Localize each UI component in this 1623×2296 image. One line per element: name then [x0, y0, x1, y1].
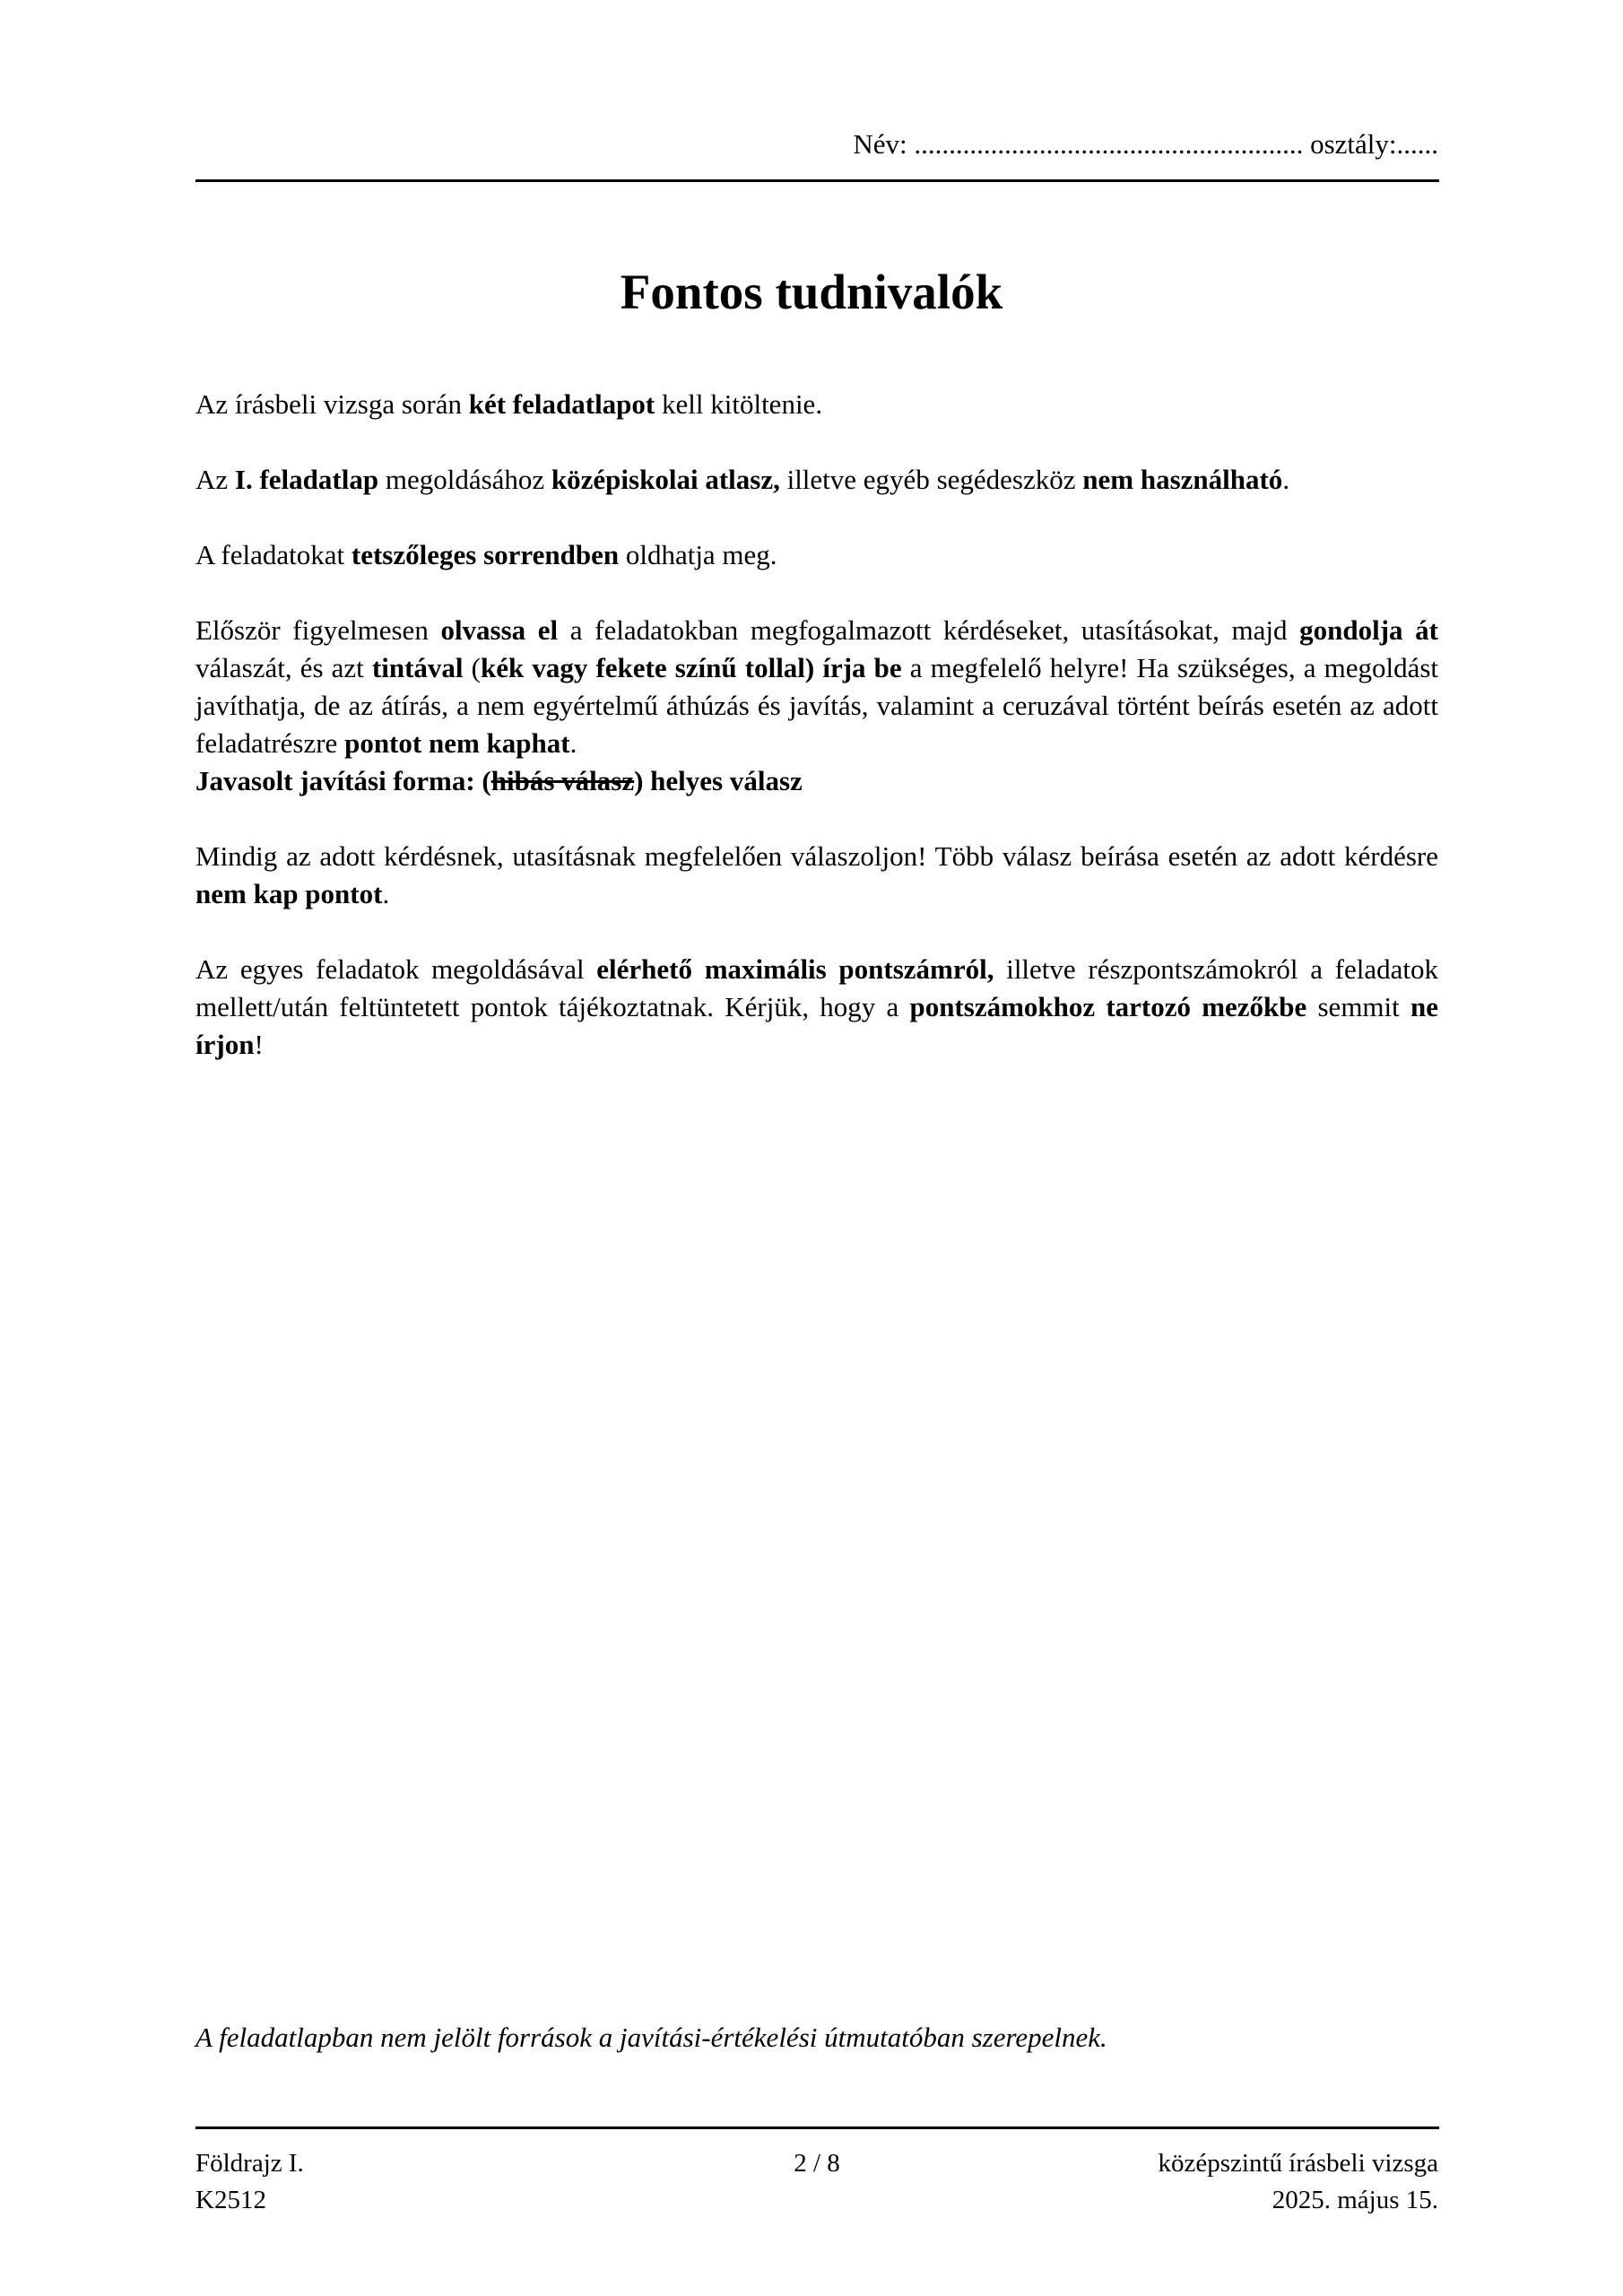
text-span: kell kitöltenie.	[655, 388, 823, 420]
paragraph-correction-form	[195, 762, 1438, 800]
paragraph-single-answer	[195, 838, 1438, 913]
text-span: Az egyes feladatok megoldásával	[195, 953, 597, 985]
text-span: oldhatja meg.	[619, 539, 777, 570]
exam-level: középszintű írásbeli vizsga	[1158, 2149, 1438, 2178]
footer-left	[195, 2145, 304, 2219]
text-span: A feladatokat	[195, 539, 352, 570]
bold-span: olvassa el	[440, 614, 559, 646]
text-span: a feladatokban megfogalmazott kérdéseket, utasításokat, majd	[558, 614, 1300, 646]
text-span: illetve egyéb segédeszköz	[779, 464, 1083, 495]
sources-note: A feladatlapban nem jelölt források a javítási-értékelési útmutatóban szerepelnek.	[195, 2022, 1107, 2053]
text-span: (	[463, 652, 481, 683]
exam-date: 2025. május 15.	[1271, 2186, 1438, 2214]
page-footer	[195, 2145, 1438, 2226]
bold-span: nem kap pontot	[195, 878, 383, 909]
bold-span: I. feladatlap	[234, 464, 379, 495]
paragraph-tools	[195, 461, 1438, 499]
bold-span: pontot nem kaphat	[344, 727, 570, 759]
paragraph-order	[195, 536, 1438, 574]
bold-span: Javasolt javítási forma: (	[195, 765, 491, 796]
strikethrough-span: hibás válasz	[490, 765, 635, 796]
bold-span: ne írjon	[195, 991, 1438, 1060]
text-span: illetve részpontszámokról a feladatok mellett/után feltüntetett pontok tájékoztatnak. Kérjük, hogy a	[195, 953, 1438, 1022]
text-span: Az írásbeli vizsga során	[195, 388, 469, 420]
text-span: megoldásához	[378, 464, 551, 495]
paragraph-scores	[195, 951, 1438, 1064]
instructions-body	[195, 386, 1438, 1101]
bold-span: kék vagy fekete színű tollal) írja be	[480, 652, 902, 683]
bold-span: két feladatlapot	[468, 388, 655, 420]
bold-span: pontszámokhoz tartozó mezőkbe	[909, 991, 1307, 1022]
bold-span: tintával	[371, 652, 464, 683]
text-span: Először figyelmesen	[195, 614, 441, 646]
text-span: .	[569, 727, 577, 759]
bold-span: tetszőleges sorrendben	[351, 539, 620, 570]
text-span: semmit	[1306, 991, 1410, 1022]
text-span: .	[382, 878, 390, 909]
page-number: 2 / 8	[794, 2149, 840, 2178]
name-class-field: Név: ........................................................ osztály:......	[853, 128, 1438, 160]
bold-span: középiskolai atlasz,	[551, 464, 780, 495]
bold-span: elérhető maximális pontszámról,	[596, 953, 994, 985]
subject-label: Földrajz I.	[195, 2149, 304, 2178]
footer-right	[1159, 2145, 1438, 2219]
page-title: Fontos tudnivalók	[620, 265, 1003, 319]
footer-divider	[195, 2126, 1439, 2129]
text-span: Mindig az adott kérdésnek, utasításnak megfelelően válaszoljon! Több válasz beírása esetén az adott kérdésre	[195, 840, 1438, 872]
bold-span: gondolja át	[1299, 614, 1438, 646]
text-span: válaszát, és azt	[195, 652, 372, 683]
text-span: !	[254, 1029, 264, 1060]
exam-code: K2512	[195, 2186, 266, 2214]
text-span: a megfelelő helyre! Ha szükséges, a megoldást javíthatja, de az átírás, a nem egyértelmű áthúzás és javítás, valamint a ceruzával történt beírás esetén az adott feladatrészre	[195, 652, 1439, 759]
text-span: Az	[195, 464, 235, 495]
bold-span: nem használható	[1082, 464, 1283, 495]
header-divider	[195, 179, 1439, 182]
paragraph-writing-rules	[195, 612, 1438, 762]
paragraph-two-sheets	[195, 386, 1438, 423]
text-span: .	[1282, 464, 1290, 495]
bold-span: ) helyes válasz	[634, 765, 803, 796]
